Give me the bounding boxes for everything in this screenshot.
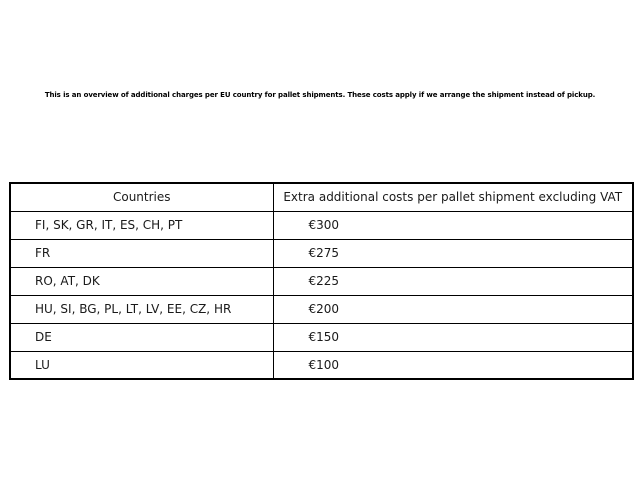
cost-cell: €100	[273, 351, 633, 379]
table-row	[10, 239, 633, 267]
shipping-costs-table	[9, 182, 634, 380]
table-row	[10, 295, 633, 323]
cost-cell: €225	[273, 267, 633, 295]
countries-cell: FR	[10, 239, 273, 267]
table-row	[10, 267, 633, 295]
countries-column-header: Countries	[10, 183, 273, 211]
countries-cell: FI, SK, GR, IT, ES, CH, PT	[10, 211, 273, 239]
table-row	[10, 211, 633, 239]
table-row	[10, 351, 633, 379]
countries-cell: HU, SI, BG, PL, LT, LV, EE, CZ, HR	[10, 295, 273, 323]
countries-cell: RO, AT, DK	[10, 267, 273, 295]
countries-cell: LU	[10, 351, 273, 379]
table-row	[10, 323, 633, 351]
countries-cell: DE	[10, 323, 273, 351]
cost-cell: €200	[273, 295, 633, 323]
table-header-row	[10, 183, 633, 211]
costs-column-header: Extra additional costs per pallet shipment excluding VAT	[273, 183, 633, 211]
cost-cell: €275	[273, 239, 633, 267]
cost-cell: €300	[273, 211, 633, 239]
cost-cell: €150	[273, 323, 633, 351]
intro-text: This is an overview of additional charges per EU country for pallet shipments. These costs apply if we arrange the shipment instead of pickup.	[44, 91, 596, 99]
